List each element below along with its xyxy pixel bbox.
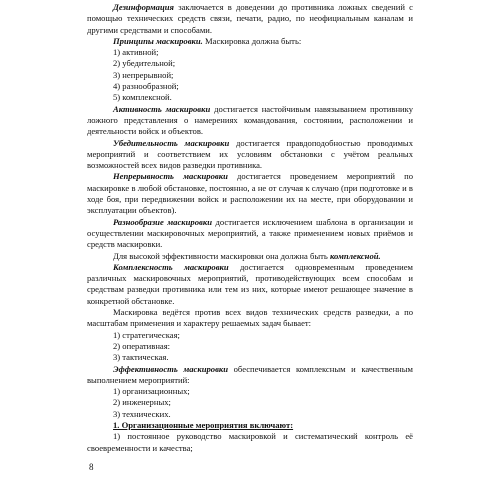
document-page: [87, 2, 413, 454]
list-item: 2) оперативная:: [113, 340, 171, 351]
list-item: 1) активной;: [113, 47, 159, 58]
paragraph-scale: [87, 307, 413, 330]
paragraph-text: заключается в доведении до противника ложных сведений с помощью технических средств связи, печати, радио, по неофициальным каналам и другими средствами и способами.: [87, 2, 413, 35]
list-item: 3) непрерывной;: [113, 69, 174, 80]
list-item: 5) комплексной.: [113, 92, 172, 103]
paragraph-text: достигается настойчивым навязыванием противнику ложного представления о намерениях командования, состоянии, расположении и деятельности войск и объектов.: [87, 103, 413, 137]
paragraph-text: Для высокой эффективности маскировки она должна быть: [113, 250, 330, 261]
list-item: 2) инженерных;: [113, 397, 171, 408]
paragraph-principles: [87, 36, 413, 47]
term-variety: Разнообразие маскировки: [113, 216, 213, 227]
heading-organizational-measures: [87, 420, 413, 431]
term-complexity: Комплексность маскировки: [113, 261, 229, 272]
term-complex: комплексной.: [329, 250, 381, 261]
list-item: 4) разнообразной;: [113, 81, 179, 92]
paragraph-text: Маскировка ведётся против всех видов технических средств разведки, а по масштабам применения и характеру решаемых задач бывает:: [87, 307, 413, 329]
term-convincing: Убедительность маскировки: [113, 137, 230, 148]
paragraph-text: Маскировка должна быть:: [202, 35, 302, 46]
term-activity: Активность маскировки: [113, 103, 211, 114]
paragraph-text: достигается правдоподобностью проводимых мероприятий и соответствием их условиям обстановки с учётом реальных возможностей всех видов разведки противника.: [87, 137, 414, 171]
list-item: 1) организационных;: [113, 386, 190, 397]
page-number: 8: [89, 462, 94, 472]
paragraph-text: достигается исключением шаблона в организации и осуществлении маскировочных мероприятий, а также применением новых приёмов и средств маскировки.: [87, 216, 413, 250]
term-continuity: Непрерывность маскировки: [113, 171, 228, 182]
paragraph-high-efficiency: [87, 251, 413, 262]
paragraph-text: обеспечивается комплексным и качественным выполнением мероприятий:: [87, 363, 413, 385]
paragraph-disinformation: [87, 2, 413, 36]
paragraph-variety: [87, 217, 413, 251]
heading-principles: Принципы маскировки.: [113, 35, 203, 46]
paragraph-text: достигается одновременным проведением различных маскировочных мероприятий, противодействующих всем способам и средствам разведки противника или тем из них, которые имеют решающее значение в конкретной обстановке.: [87, 261, 413, 306]
paragraph-organizational-item: [87, 431, 413, 454]
term-disinformation: Дезинформация: [113, 2, 174, 12]
term-efficiency: Эффективность маскировки: [113, 363, 229, 374]
paragraph-efficiency: [87, 364, 413, 387]
list-item: 2) убедительной;: [113, 58, 176, 69]
paragraph-text: достигается проведением мероприятий по маскировке в любой обстановке, постоянно, а не от случая к случаю (при подготовке и в ходе боя, при передвижении войск и расположении их на месте, при оборудовании и эксплуатации объектов).: [87, 171, 413, 216]
list-item: 3) тактическая.: [113, 352, 169, 363]
paragraph-text: 1) постоянное руководство маскировкой и систематический контроль её своевременности и качества;: [87, 431, 413, 453]
paragraph-activity: [87, 104, 413, 138]
list-item: 3) технических.: [113, 408, 171, 419]
paragraph-continuity: [87, 171, 413, 216]
paragraph-convincing: [87, 138, 413, 172]
list-item: 1) стратегическая;: [113, 329, 180, 340]
section-heading: 1. Организационные мероприятия включают:: [113, 419, 294, 430]
paragraph-complexity: [87, 262, 413, 307]
